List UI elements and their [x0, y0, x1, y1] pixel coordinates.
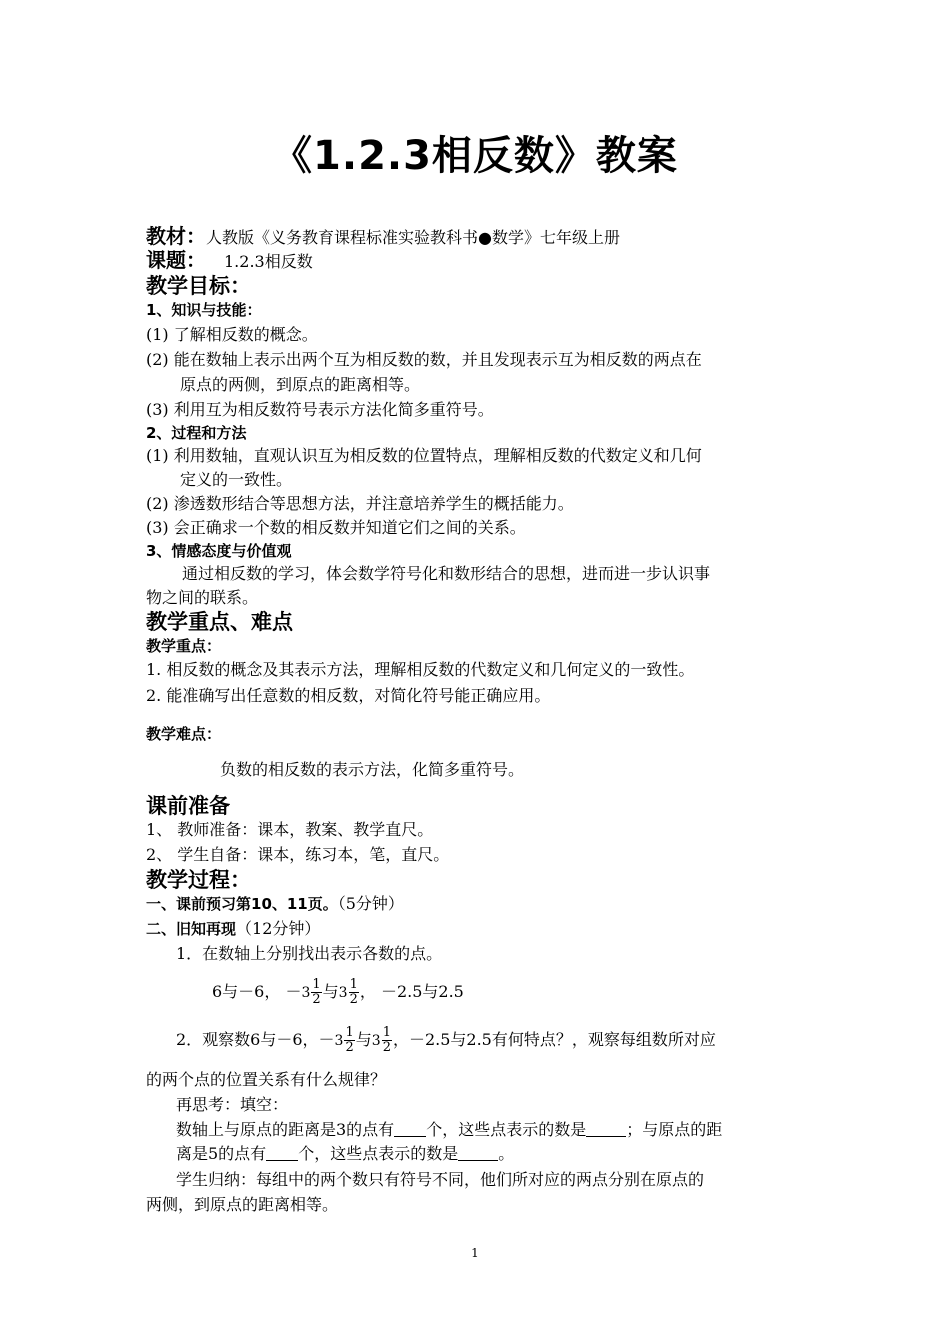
focus-item: 1. 相反数的概念及其表示方法，理解相反数的代数定义和几何定义的一致性。 — [146, 660, 695, 679]
step-1-time: （5分钟） — [337, 894, 404, 913]
topic-line — [146, 250, 313, 272]
page-number: 1 — [471, 1246, 479, 1260]
focus-item: 2. 能准确写出任意数的相反数，对简化符号能正确应用。 — [146, 686, 551, 705]
answer-blank[interactable] — [266, 1144, 298, 1161]
topic-label: 课题： — [146, 248, 206, 272]
prep-heading: 课前准备 — [146, 794, 230, 818]
step-2-time: （12分钟） — [236, 919, 321, 938]
knowledge-item: 原点的两侧，到原点的距离相等。 — [180, 375, 421, 394]
goals-heading: 教学目标： — [146, 274, 251, 298]
step-2 — [146, 919, 320, 939]
difficulty-heading: 教学难点： — [146, 725, 222, 743]
difficulty-text: 负数的相反数的表示方法，化简多重符号。 — [220, 760, 525, 779]
fraction: $\frac{1}{2}$ — [382, 1025, 391, 1055]
process-item: (2) 渗透数形结合等思想方法，并注意培养学生的概括能力。 — [146, 494, 574, 513]
summary-line: 学生归纳：每组中的两个数只有符号不同，他们所对应的两点分别在原点的 — [176, 1170, 705, 1189]
knowledge-item: (3) 利用互为相反数符号表示方法化简多重符号。 — [146, 400, 494, 419]
prep-item: 2、 学生自备：课本，练习本，笔，直尺。 — [146, 845, 450, 864]
prep-item: 1、 教师准备：课本，教案、教学直尺。 — [146, 820, 434, 839]
material-text: 人教版《义务教育课程标准实验教科书●数学》七年级上册 — [206, 228, 620, 247]
material-label: 教材： — [146, 224, 206, 248]
process-item: (1) 利用数轴，直观认识互为相反数的位置特点，理解相反数的代数定义和几何 — [146, 446, 702, 465]
step-1-title: 一、课前预习第10、11页。 — [146, 895, 338, 913]
step-2-title: 二、旧知再现 — [146, 920, 237, 938]
question-1-numbers: 6与－6， －3 $\frac{1}{2}$ 与3 $\frac{1}{2}$ ， －2.5与2.5 — [212, 977, 464, 1007]
keypoints-heading: 教学重点、难点 — [146, 610, 293, 634]
material-line — [146, 226, 620, 248]
knowledge-item: (1) 了解相反数的概念。 — [146, 325, 318, 344]
think-prompt: 再思考：填空： — [176, 1095, 289, 1114]
fraction: $\frac{1}{2}$ — [312, 977, 321, 1007]
question-1: 1．在数轴上分别找出表示各数的点。 — [176, 944, 443, 963]
fill-line-1: 数轴上与原点的距离是3的点有 个，这些点表示的数是 ；与原点的距 — [176, 1120, 723, 1139]
topic-text: 1.2.3相反数 — [224, 252, 313, 271]
fraction: $\frac{1}{2}$ — [349, 977, 358, 1007]
process-item: (3) 会正确求一个数的相反数并知道它们之间的关系。 — [146, 518, 526, 537]
emotion-heading: 3、情感态度与价值观 — [146, 542, 292, 560]
answer-blank[interactable] — [394, 1120, 426, 1137]
emotion-line: 通过相反数的学习，体会数学符号化和数形结合的思想，进而进一步认识事 — [182, 564, 711, 583]
step-1 — [146, 894, 404, 914]
process-item: 定义的一致性。 — [180, 470, 293, 489]
answer-blank[interactable] — [586, 1120, 626, 1137]
question-2: 2．观察数6与－6，－3 $\frac{1}{2}$ 与3 $\frac{1}{2}$ ，－2.5与2.5有何特点？，观察每组数所对应 — [176, 1025, 716, 1055]
document-title: 《1.2.3相反数》教案 — [272, 133, 678, 179]
emotion-line: 物之间的联系。 — [146, 588, 259, 607]
process-heading: 2、过程和方法 — [146, 424, 247, 442]
question-2-line-2: 的两个点的位置关系有什么规律？ — [146, 1070, 387, 1089]
procedure-heading: 教学过程： — [146, 868, 251, 892]
knowledge-heading: 1、知识与技能： — [146, 301, 262, 319]
knowledge-item: (2) 能在数轴上表示出两个互为相反数的数，并且发现表示互为相反数的两点在 — [146, 350, 702, 369]
fill-line-2: 离是5的点有 个，这些点表示的数是 。 — [176, 1144, 515, 1163]
focus-heading: 教学重点： — [146, 637, 222, 655]
fraction: $\frac{1}{2}$ — [345, 1025, 354, 1055]
summary-line: 两侧，到原点的距离相等。 — [146, 1195, 339, 1214]
answer-blank[interactable] — [458, 1144, 498, 1161]
